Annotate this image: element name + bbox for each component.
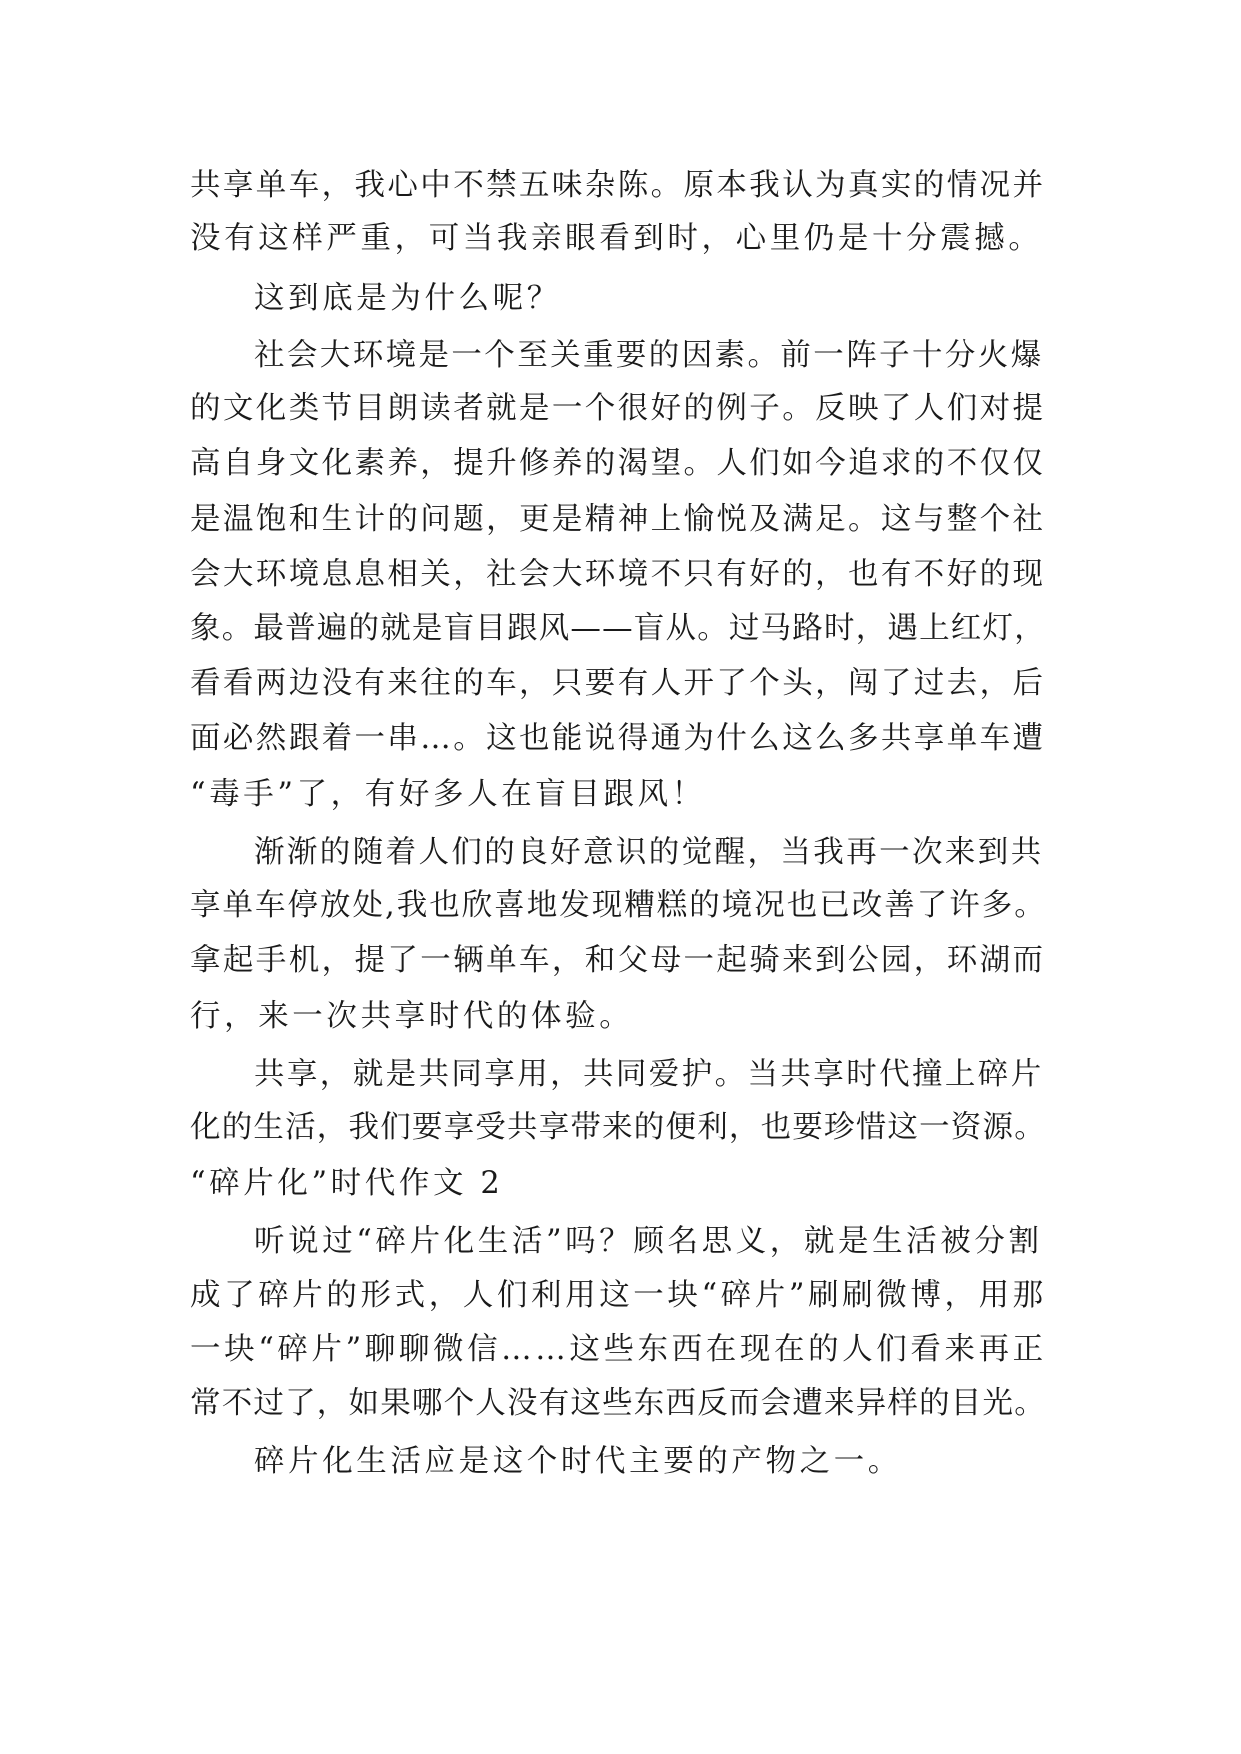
text-line: 常不过了，如果哪个人没有这些东西反而会遭来异样的目光。 [190,1386,1046,1421]
section-heading: “碎片化”时代作文 2 [190,1166,504,1201]
text-line: 的文化类节目朗读者就是一个很好的例子。反映了人们对提 [190,391,1046,426]
text-line: 碎片化生活应是这个时代主要的产物之一。 [254,1444,902,1479]
text-line: 行，来一次共享时代的体验。 [190,999,634,1034]
text-line: 共享，就是共同享用，共同爱护。当共享时代撞上碎片 [254,1057,1044,1092]
text-line: 一块“碎片”聊聊微信……这些东西在现在的人们看来再正 [190,1332,1047,1367]
text-line: 拿起手机，提了一辆单车，和父母一起骑来到公园，环湖而 [190,943,1046,978]
text-line: 这到底是为什么呢？ [254,281,561,316]
text-line: 面必然跟着一串…。这也能说得通为什么这么多共享单车遭 [190,721,1046,756]
text-line: 会大环境息息相关，社会大环境不只有好的，也有不好的现 [190,557,1046,592]
text-line: 渐渐的随着人们的良好意识的觉醒，当我再一次来到共 [254,835,1044,870]
text-line: 是温饱和生计的问题，更是精神上愉悦及满足。这与整个社 [190,502,1046,537]
text-line: 高自身文化素养，提升修养的渴望。人们如今追求的不仅仅 [190,446,1046,481]
text-line: 象。最普遍的就是盲目跟风——盲从。过马路时，遇上红灯， [190,611,1046,646]
text-line: 社会大环境是一个至关重要的因素。前一阵子十分火爆 [254,338,1044,373]
text-line: 看看两边没有来往的车，只要有人开了个头，闯了过去，后 [190,666,1046,701]
text-line: 没有这样严重，可当我亲眼看到时，心里仍是十分震撼。 [190,221,1043,256]
text-line: 享单车停放处,我也欣喜地发现糟糕的境况也已改善了许多。 [190,888,1047,923]
text-line: 共享单车，我心中不禁五味杂陈。原本我认为真实的情况并 [190,168,1046,203]
text-line: “毒手”了，有好多人在盲目跟风！ [190,777,706,812]
text-line: 成了碎片的形式，人们利用这一块“碎片”刷刷微博，用那 [190,1278,1047,1313]
text-line: 化的生活，我们要享受共享带来的便利，也要珍惜这一资源。 [190,1110,1046,1145]
text-line: 听说过“碎片化生活”吗？顾名思义，就是生活被分割 [254,1224,1043,1259]
